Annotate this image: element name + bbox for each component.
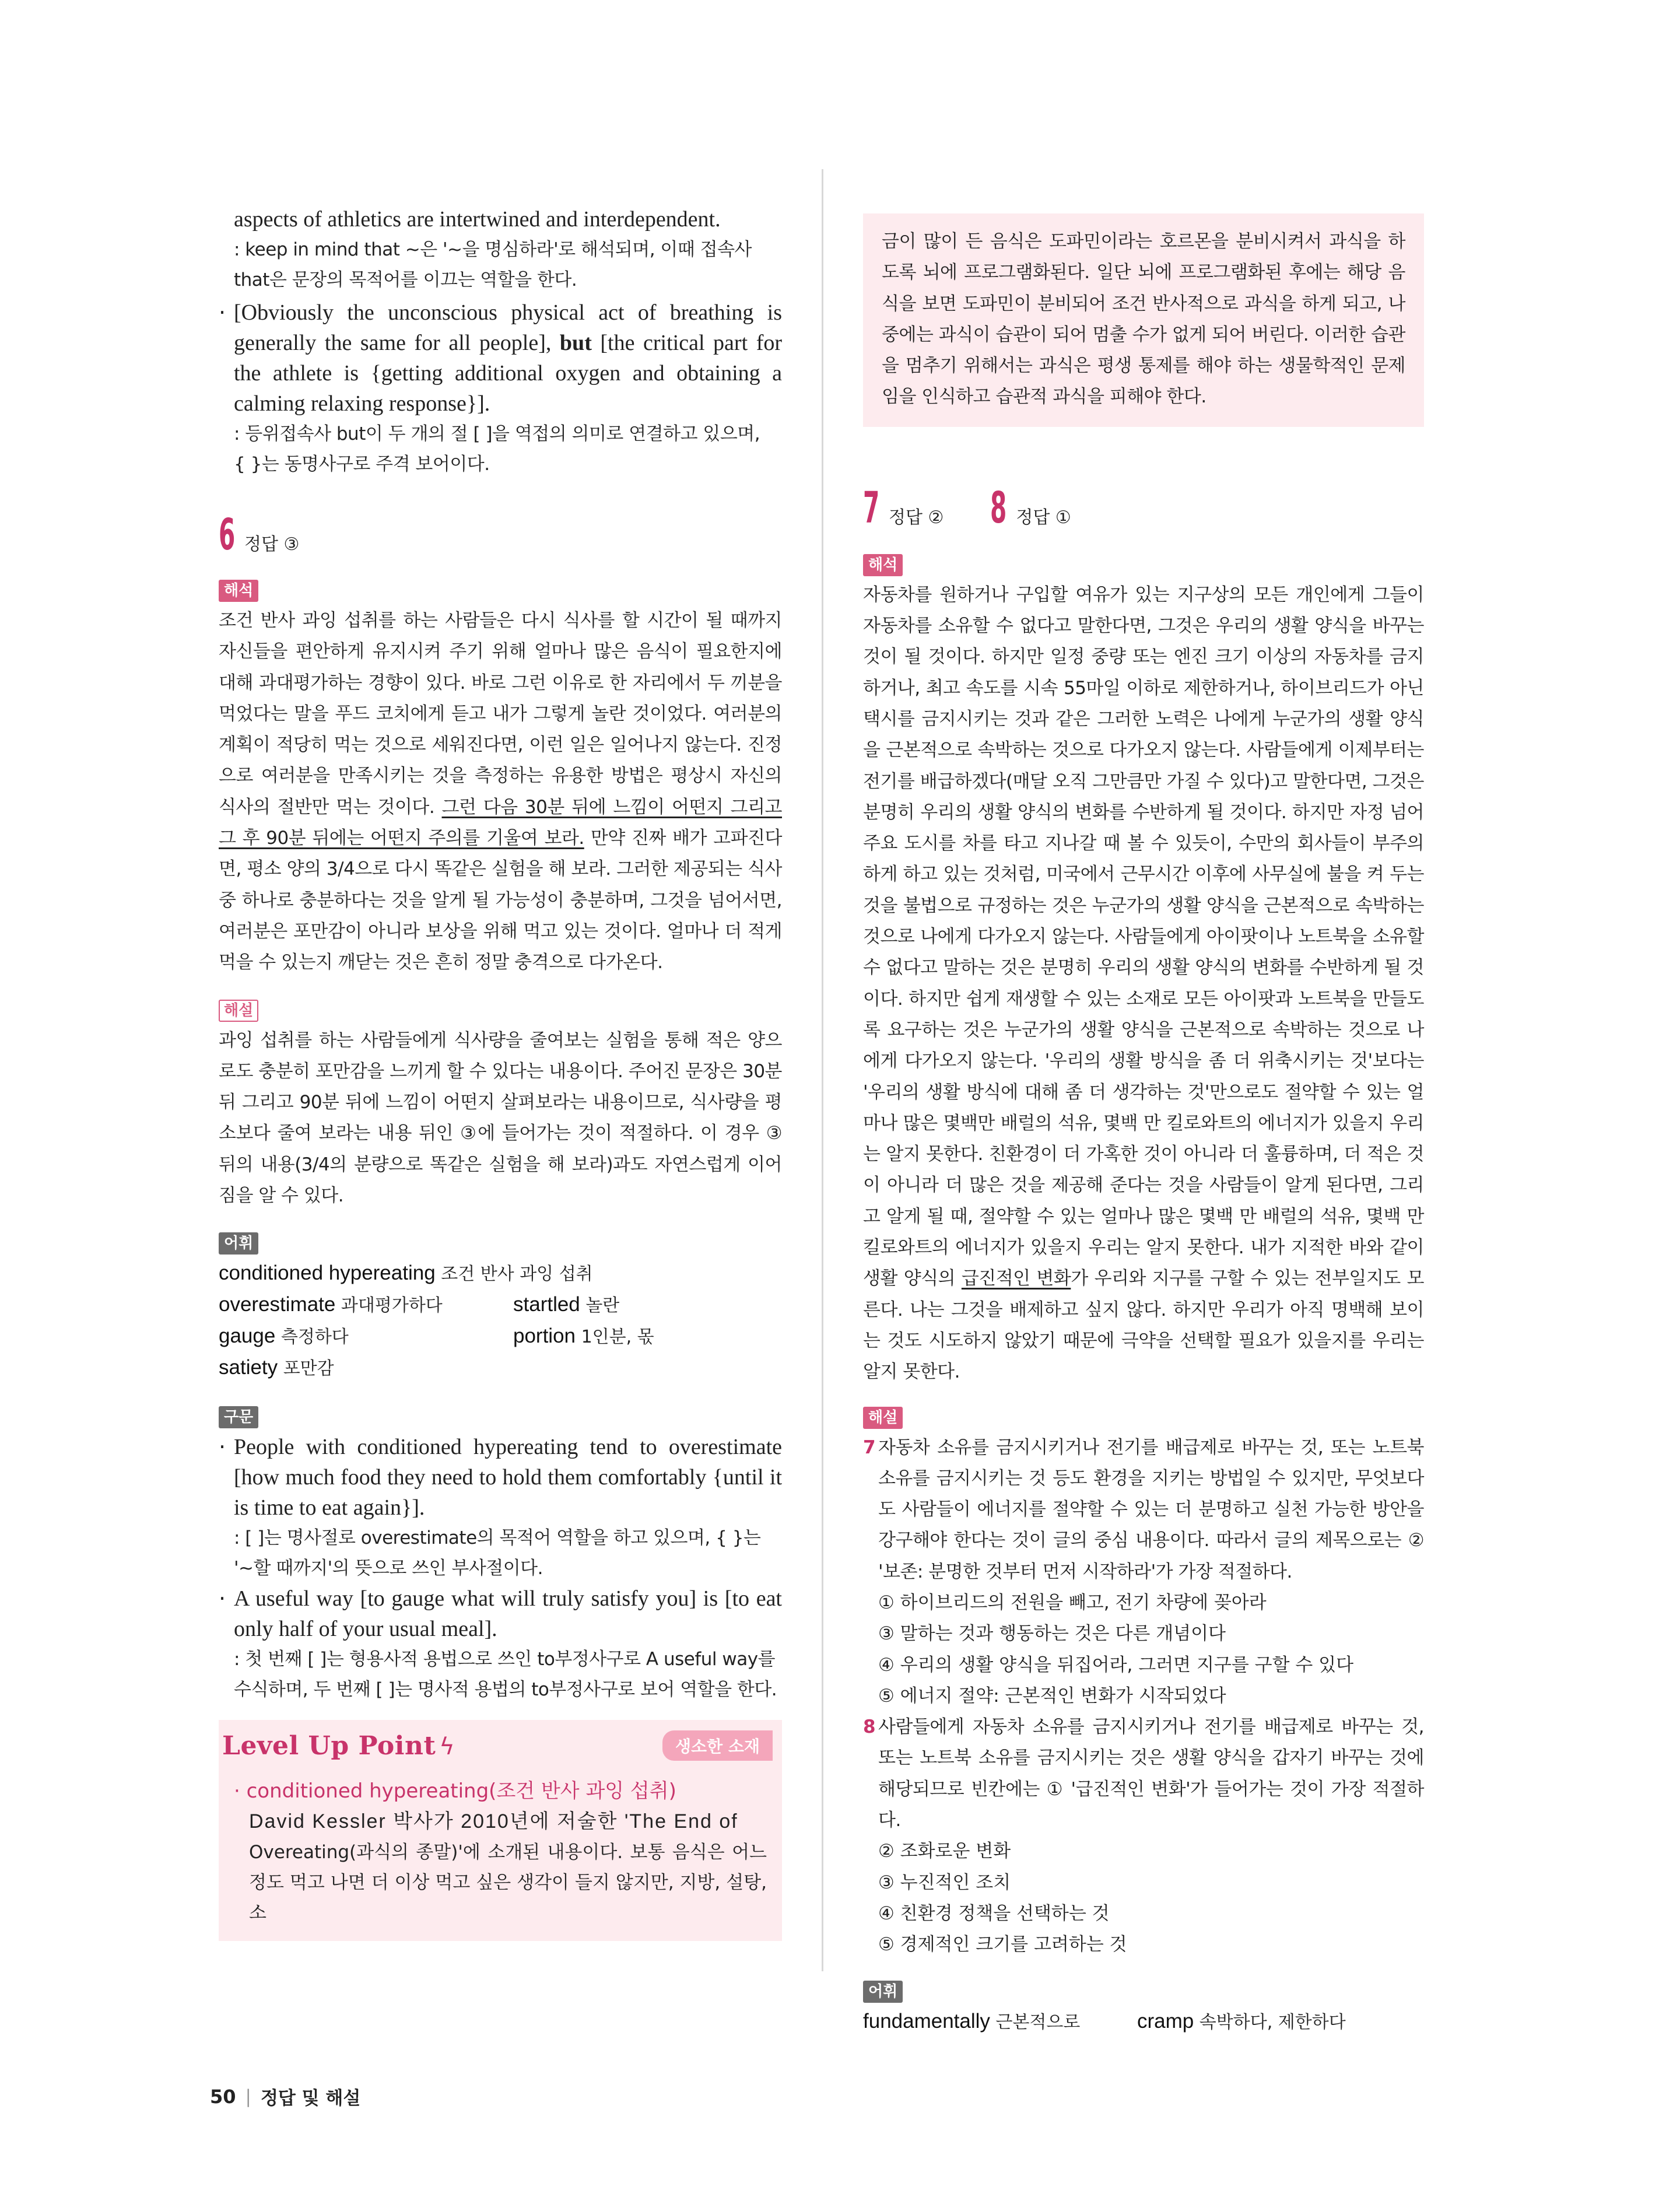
option-item: ② 조화로운 변화 (878, 1841, 1011, 1862)
explanation-tag: 해설 (219, 1000, 258, 1022)
option-item: ① 하이브리드의 전원을 빼고, 전기 차량에 꽂아라 (878, 1592, 1267, 1613)
answer-text: 정답 ② (889, 507, 944, 528)
vocab-list (219, 1290, 782, 1384)
lightning-icon: ϟ (439, 1733, 455, 1760)
syntax-sentence: · People with conditioned hypereating tend to overestimate [how much food they need to hold them comfortably {until it is time to eat again}]. (219, 1432, 782, 1523)
grammar-note: : 첫 번째 [ ]는 형용사적 용법으로 쓰인 to부정사구로 A useful way를 (234, 1649, 776, 1670)
page-footer (210, 2083, 360, 2110)
level-up-header (219, 1720, 782, 1771)
syntax-tag: 구문 (219, 1406, 258, 1428)
level-up-text: Overeating(과식의 종말)'에 소개된 내용이다. 보통 음식은 어느 정도 먹고 나면 더 이상 먹고 싶은 생각이 들지 않지만, 지방, 설탕, 소 (249, 1842, 767, 1924)
vocab-item: satiety 포만감 (219, 1356, 334, 1379)
left-column (219, 204, 782, 1941)
english-sentence: aspects of athletics are intertwined and interdependent. (234, 207, 721, 232)
vocab-item: overestimate 과대평가하다 (219, 1293, 443, 1316)
translation-paragraph: 자동차를 원하거나 구입할 여유가 있는 지구상의 모든 개인에게 그들이 자동차를 소유할 수 없다고 말한다면, 그것은 우리의 생활 양식을 바꾸는 것이 될 것이다. 하지만 일정 중량 또는 엔진 크기 이상의 자동차를 금지하거나, 최고 속도를 시속 55마일 이하로 제한하거나, 하이브리드가 아닌 택시를 금지시키는 것과 같은 그러한 노력은 나에게 누군가의 생활 양식을 근본적으로 속박하는 것으로 다가오지 않는다. 사람들에게 이제부터는 전기를 배급하겠다(매달 오직 그만큼만 가질 수 있다)고 말한다면, 그것은 분명히 우리의 생활 양식의 변화를 수반하게 될 것이다. 하지만 자정 넘어 주요 도시를 차를 타고 지나갈 때 볼 수 있듯이, 수만의 회사들이 부주의하게 하고 있는 것처럼, 미국에서 근무시간 이후에 사무실에 불을 켜 두는 것을 불법으로 규정하는 것은 누군가의 생활 양식을 근본적으로 속박하는 것으로 나에게 다가오지 않는다. 사람들에게 아이팟이나 노트북을 소유할 수 없다고 말하는 것은 분명히 우리의 생활 양식의 변화를 수반하게 될 것이다. 하지만 쉽게 재생할 수 있는 소재로 모든 아이팟과 노트북을 만들도록 요구하는 것은 누군가의 생활 양식을 근본적으로 속박하는 것으로 나에게 다가오지 않는다. '우리의 생활 방식을 좀 더 위축시키는 것'보다는 '우리의 생활 방식에 대해 좀 더 생각하는 것'만으로도 절약할 수 있는 얼마나 많은 몇백만 배럴의 석유, 몇백 만 킬로와트의 에너지가 있을지 우리는 알지 못한다. 친환경이 더 가혹한 것이 아니라 더 훌륭하며, 더 적은 것이 아니라 더 많은 것을 제공해 준다는 것을 사람들이 알게 된다면, 그리고 알게 될 때, 절약할 수 있는 얼마나 많은 몇백 만 배럴의 석유, 몇백 만 킬로와트의 에너지가 있을지 우리는 알지 못한다. 내가 지적한 바와 같이 생활 양식의 급진적인 변화가 우리와 지구를 구할 수 있는 전부일지도 모른다. 나는 그것을 배제하고 싶지 않다. 하지만 우리가 아직 명백해 보이는 것도 시도하지 않았기 때문에 극약을 선택할 필요가 있을지를 우리는 알지 못한다. (863, 584, 1424, 1383)
topic-badge: 생소한 소재 (662, 1730, 773, 1761)
grammar-note: : 등위접속사 but이 두 개의 절 [ ]을 역접의 의미로 연결하고 있으며, (234, 423, 760, 444)
option-item: ④ 우리의 생활 양식을 뒤집어라, 그러면 지구를 구할 수 있다 (878, 1654, 1354, 1676)
answer-header-7-8 (863, 481, 1424, 531)
option-item: ⑤ 경제적인 크기를 고려하는 것 (878, 1934, 1127, 1956)
answer-header-6 (219, 507, 782, 558)
answer-text: 정답 ① (1016, 507, 1071, 528)
vocab-item: fundamentally 근본적으로 (863, 2009, 1081, 2033)
vocab-item: cramp 속박하다, 제한하다 (1137, 2009, 1346, 2033)
level-up-continuation-box (863, 213, 1424, 427)
vocab-item: startled 놀란 (513, 1293, 620, 1316)
translation-tag: 해석 (863, 554, 903, 576)
explanation-paragraph: 과잉 섭취를 하는 사람들에게 식사량을 줄여보는 실험을 통해 적은 양으로도 충분히 포만감을 느끼게 할 수 있다는 내용이다. 주어진 문장은 30분 뒤 그리고 90분 뒤에 느낌이 어떤지 살펴보라는 내용이므로, 식사량을 평소보다 줄여 보라는 내용 뒤인 ③에 들어가는 것이 적절하다. 이 경우 ③ 뒤의 내용(3/4의 분량으로 똑같은 실험을 해 보라)과도 자연스럽게 이어짐을 알 수 있다. (219, 1029, 782, 1207)
vocab-list (863, 2006, 1424, 2038)
level-up-text: 금이 많이 든 음식은 도파민이라는 호르몬을 분비시켜서 과식을 하도록 뇌에 프로그램화된다. 일단 뇌에 프로그램화된 후에는 해당 음식을 보면 도파민이 분비되어 조건 반사적으로 과식을 하게 되고, 나중에는 과식이 습관이 되어 멈출 수가 없게 되어 버린다. 이러한 습관을 멈추기 위해서는 과식은 평생 통제를 해야 하는 생물학적인 문제임을 인식하고 습관적 과식을 피해야 한다. (882, 231, 1405, 408)
grammar-note: 수식하며, 두 번째 [ ]는 명사적 용법의 to부정사구로 보어 역할을 한다. (234, 1679, 777, 1701)
vocab-tag: 어휘 (219, 1232, 258, 1255)
vocab-item: portion 1인분, 몫 (513, 1324, 654, 1348)
option-item: ③ 말하는 것과 행동하는 것은 다른 개념이다 (878, 1623, 1226, 1645)
translation-tag: 해석 (219, 580, 258, 602)
vocab-tag: 어휘 (863, 1981, 903, 2003)
explanation-item-7: 7 자동차 소유를 금지시키거나 전기를 배급제로 바꾸는 것, 또는 노트북 소유를 금지시키는 것 등도 환경을 지키는 방법일 수 있지만, 무엇보다도 사람들이 에너지를 절약할 수 있는 더 분명하고 실천 가능한 방안을 강구해야 한다는 것이 글의 중심 내용이다. 따라서 글의 제목으로는 ② '보존: 분명한 것부터 먼저 시작하라'가 가장 적절하다. (863, 1436, 1424, 1582)
translation-paragraph: 조건 반사 과잉 섭취를 하는 사람들은 다시 식사를 할 시간이 될 때까지 자신들을 편안하게 유지시켜 주기 위해 얼마나 많은 음식이 필요한지에 대해 과대평가하는 경향이 있다. 바로 그런 이유로 한 자리에서 두 끼분을 먹었다는 말을 푸드 코치에게 듣고 내가 그렇게 놀란 것이었다. 여러분의 계획이 적당히 먹는 것으로 세워진다면, 이런 일은 일어나지 않는다. 진정으로 여러분을 만족시키는 것을 측정하는 유용한 방법은 평상시 자신의 식사의 절반만 먹는 것이다. 그런 다음 30분 뒤에 느낌이 어떤지 그리고 그 후 90분 뒤에는 어떤지 주의를 기울여 보라. 만약 진짜 배가 고파진다면, 평소 양의 3/4으로 다시 똑같은 실험을 해 보라. 그러한 제공되는 식사 중 하나로 충분하다는 것을 알게 될 가능성이 충분하며, 그것을 넘어서면, 여러분은 포만감이 아니라 보상을 위해 먹고 있는 것이다. 얼마나 더 적게 먹을 수 있는지 깨닫는 것은 흔히 정말 충격으로 다가온다. (219, 610, 782, 973)
explanation-tag: 해설 (863, 1407, 903, 1429)
question-number: 6 (219, 510, 236, 560)
level-up-item-title: · conditioned hypereating(조건 반사 과잉 섭취) (234, 1779, 676, 1803)
grammar-note: that은 문장의 목적어를 이끄는 역할을 한다. (234, 269, 577, 290)
option-item: ③ 누진적인 조치 (878, 1872, 1011, 1893)
footer-title: 정답 및 해설 (260, 2088, 361, 2109)
explanation-item-8: 8 사람들에게 자동차 소유를 금지시키거나 전기를 배급제로 바꾸는 것, 또는 노트북 소유를 금지시키는 것은 생활 양식을 갑자기 바꾸는 것에 해당되므로 빈칸에는 ① '급진적인 변화'가 들어가는 것이 가장 적절하다. (863, 1716, 1424, 1831)
question-number: 8 (990, 482, 1007, 533)
level-up-text: David Kessler 박사가 2010년에 저술한 'The End of (249, 1810, 738, 1833)
syntax-sentence: · A useful way [to gauge what will truly satisfy you] is [to eat only half of your usual meal]. (219, 1583, 782, 1644)
grammar-note: { }는 동명사구로 주격 보어이다. (234, 454, 490, 475)
question-number: 7 (863, 482, 880, 533)
level-up-title: Level Up Point (222, 1730, 436, 1761)
option-item: ④ 친환경 정책을 선택하는 것 (878, 1902, 1110, 1924)
option-item: ⑤ 에너지 절약: 근본적인 변화가 시작되었다 (878, 1685, 1226, 1707)
grammar-note: : keep in mind that ~은 '~을 명심하라'로 해석되며, 이때 접속사 (234, 239, 752, 260)
right-column (863, 213, 1424, 2038)
answer-text: 정답 ③ (244, 534, 300, 555)
grammar-note: : [ ]는 명사절로 overestimate의 목적어 역할을 하고 있으며, { }는 (234, 1527, 761, 1549)
syntax-sentence: · [Obviously the unconscious physical act of breathing is generally the same for all people], but [the critical part for the athlete is {getting additional oxygen and obtaining a calming relaxing response}]. (219, 297, 782, 419)
footer-separator: | (245, 2086, 251, 2107)
page-number: 50 (210, 2085, 236, 2108)
vocab-item: gauge 측정하다 (219, 1324, 349, 1348)
column-divider (822, 169, 823, 1971)
vocab-item: conditioned hypereating 조건 반사 과잉 섭취 (219, 1262, 593, 1285)
grammar-note: '~할 때까지'의 뜻으로 쓰인 부사절이다. (234, 1558, 543, 1579)
level-up-box (219, 1720, 782, 1941)
